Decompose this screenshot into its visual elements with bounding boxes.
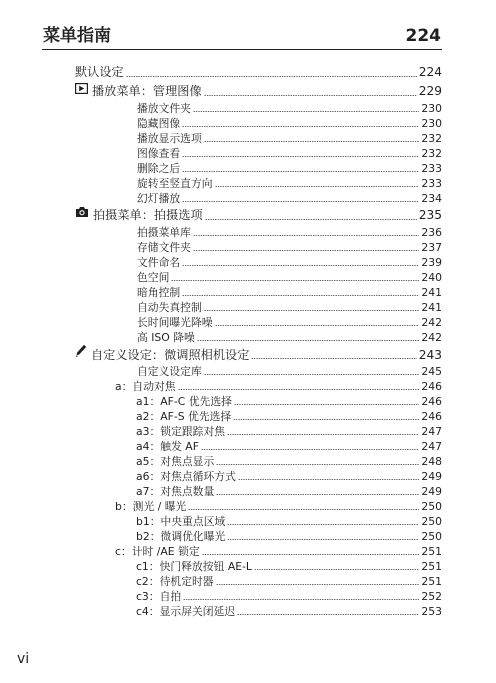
toc-entry[interactable] [0,424,442,439]
toc-entry-label: 拍摄菜单：拍摄选项 [93,208,203,222]
toc-entry-label: 默认设定 [75,65,124,79]
dot-leader [205,219,417,220]
dot-leader [233,419,419,420]
dot-leader [237,614,419,615]
toc-entry-label: b2：微调优化曝光 [136,530,226,543]
dot-leader [193,250,419,251]
dot-leader [202,554,420,555]
dot-leader [188,509,419,510]
dot-leader [171,280,419,281]
dot-leader [216,584,420,585]
dot-leader [238,479,420,480]
dot-leader [215,186,420,187]
toc-entry[interactable] [0,454,442,469]
toc-entry-label: 色空间 [137,271,170,284]
dot-leader [126,76,417,77]
toc-entry-page-number: 242 [421,316,442,329]
toc-entry-page-number: 230 [421,102,442,115]
dot-leader [182,265,419,266]
toc-entry-page-number: 251 [421,545,442,558]
toc-entry-label: 播放显示选项 [137,132,202,145]
dot-leader [227,539,419,540]
dot-leader [182,171,419,172]
toc-entry[interactable] [0,285,442,300]
toc-entry-page-number: 247 [421,440,442,453]
toc-entry-page-number: 232 [421,147,442,160]
toc-entry-label: a1：AF-C 优先选择 [136,395,232,408]
toc-entry-page-number: 248 [421,455,442,468]
toc-entry[interactable] [0,206,442,225]
dot-leader [182,126,419,127]
toc-entry-label: 幻灯播放 [137,192,181,205]
dot-leader [182,201,419,202]
toc-entry-label: 自定义设定库 [137,365,202,378]
toc-entry-label: c4：显示屏关闭延迟 [136,605,236,618]
toc-entry-page-number: 249 [421,470,442,483]
header-page-number: 224 [405,26,441,46]
toc-entry[interactable] [0,300,442,315]
dot-leader [204,310,420,311]
dot-leader [227,524,419,525]
toc-entry[interactable] [0,225,442,240]
camera-icon [75,206,89,218]
toc-entry-label: a3：锁定跟踪对焦 [136,425,226,438]
toc-entry-label: a7：对焦点数量 [136,485,215,498]
dot-leader [201,449,419,450]
toc-entry[interactable] [0,409,442,424]
toc-entry[interactable] [0,146,442,161]
dot-leader [182,295,419,296]
dot-leader [251,358,416,359]
toc-entry-page-number: 251 [421,575,442,588]
toc-entry-page-number: 233 [421,162,442,175]
toc-entry-label: c2：待机定时器 [136,575,214,588]
toc-entry-page-number: 234 [421,192,442,205]
toc-entry-label: 拍摄菜单库 [137,226,191,239]
toc-entry-page-number: 233 [421,177,442,190]
toc-entry-label: b：测光 / 曝光 [115,500,187,513]
toc-entry-label: a：自动对焦 [115,380,176,393]
toc-entry-page-number: 247 [421,425,442,438]
toc-entry[interactable] [0,529,442,544]
dot-leader [182,156,419,157]
toc-entry-label: a5：对焦点显示 [136,455,215,468]
dot-leader [204,95,417,96]
toc-entry[interactable] [0,270,442,285]
toc-entry-page-number: 235 [418,208,442,222]
toc-entry-label: 暗角控制 [137,286,181,299]
toc-entry-label: 图像查看 [137,147,181,160]
dot-leader [204,374,420,375]
toc-entry-page-number: 246 [421,395,442,408]
toc-entry-page-number: 237 [421,241,442,254]
toc-entry[interactable] [0,574,442,589]
toc-entry-page-number: 243 [418,348,442,362]
header-divider [42,49,442,50]
toc-entry[interactable] [0,499,442,514]
toc-entry-page-number: 229 [418,84,442,98]
toc-entry[interactable] [0,364,442,379]
dot-leader [234,404,419,405]
toc-entry[interactable] [0,379,442,394]
dot-leader [216,464,419,465]
toc-entry[interactable] [0,161,442,176]
toc-entry-page-number: 253 [421,605,442,618]
toc-entry-label: 自动失真控制 [137,301,202,314]
toc-entry-page-number: 250 [421,530,442,543]
toc-entry-label: a2：AF-S 优先选择 [136,410,232,423]
toc-entry-page-number: 251 [421,560,442,573]
toc-entry-label: 播放文件夹 [137,102,191,115]
toc-entry[interactable] [0,255,442,270]
toc-entry[interactable] [0,63,442,82]
toc-entry-label: c：计时 /AE 锁定 [115,545,200,558]
toc-entry-page-number: 240 [421,271,442,284]
toc-entry-label: 旋转至竖直方向 [137,177,213,190]
dot-leader [204,141,420,142]
toc-entry-page-number: 230 [421,117,442,130]
toc-entry[interactable] [0,469,442,484]
toc-entry-label: 删除之后 [137,162,181,175]
table-of-contents [0,63,496,619]
toc-entry-page-number: 242 [421,331,442,344]
dot-leader [197,340,420,341]
toc-entry[interactable] [0,330,442,345]
toc-entry-page-number: 246 [421,380,442,393]
toc-entry-page-number: 250 [421,500,442,513]
toc-entry-label: c3：自拍 [136,590,182,603]
toc-entry-label: 存储文件夹 [137,241,191,254]
toc-entry-label: 高 ISO 降噪 [137,331,195,344]
page-title: 菜单指南 [43,26,111,46]
toc-entry[interactable] [0,191,442,206]
dot-leader [178,389,420,390]
toc-entry-page-number: 252 [421,590,442,603]
toc-entry-page-number: 239 [421,256,442,269]
footer-page-number: vi [17,651,30,667]
toc-entry[interactable] [0,394,442,409]
toc-entry-page-number: 241 [421,301,442,314]
toc-entry[interactable] [0,345,442,364]
toc-entry[interactable] [0,544,442,559]
dot-leader [227,434,419,435]
toc-entry[interactable] [0,589,442,604]
pencil-icon [75,344,87,358]
dot-leader [183,599,419,600]
toc-entry-label: 文件命名 [137,256,181,269]
toc-entry-label: c1：快门释放按钮 AE-L [136,560,252,573]
toc-entry[interactable] [0,604,442,619]
toc-entry[interactable] [0,315,442,330]
toc-entry-page-number: 232 [421,132,442,145]
toc-entry[interactable] [0,116,442,131]
playback-icon [75,83,88,94]
toc-entry[interactable] [0,559,442,574]
dot-leader [193,111,419,112]
toc-entry-page-number: 250 [421,515,442,528]
toc-entry[interactable] [0,240,442,255]
toc-entry[interactable] [0,514,442,529]
toc-entry-page-number: 245 [421,365,442,378]
toc-entry-page-number: 224 [418,65,442,79]
dot-leader [215,325,420,326]
toc-entry-label: 隐藏图像 [137,117,181,130]
toc-entry-page-number: 246 [421,410,442,423]
toc-entry-page-number: 236 [421,226,442,239]
toc-entry-page-number: 241 [421,286,442,299]
toc-entry-label: b1：中央重点区域 [136,515,226,528]
dot-leader [193,235,419,236]
toc-entry[interactable] [0,131,442,146]
toc-entry[interactable] [0,484,442,499]
toc-entry-label: 长时间曝光降噪 [137,316,213,329]
toc-entry[interactable] [0,82,442,101]
toc-entry-label: a4：触发 AF [136,440,199,453]
toc-entry[interactable] [0,439,442,454]
toc-entry-page-number: 249 [421,485,442,498]
toc-entry-label: 播放菜单：管理图像 [92,84,202,98]
toc-entry[interactable] [0,176,442,191]
toc-entry-label: a6：对焦点循环方式 [136,470,236,483]
toc-entry[interactable] [0,101,442,116]
dot-leader [254,569,419,570]
toc-entry-label: 自定义设定：微调照相机设定 [91,348,250,362]
dot-leader [216,494,419,495]
